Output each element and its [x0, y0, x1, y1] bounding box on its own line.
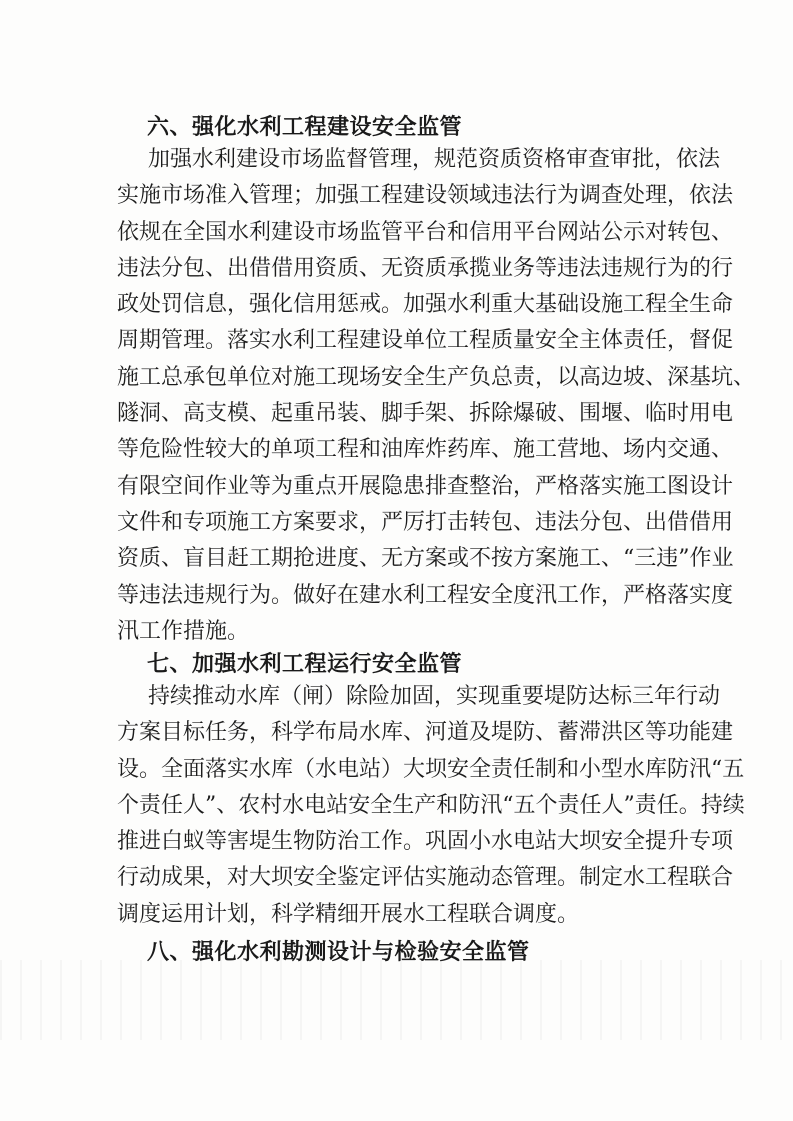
paragraph-line: 资质、盲目赶工期抢进度、无方案或不按方案施工、“三违”作业	[117, 546, 734, 572]
paragraph-line: 持续推动水库（闸）除险加固，实现重要堤防达标三年行动	[148, 684, 721, 709]
paragraph-line: 个责任人”、农村水电站安全生产和防汛“五个责任人”责任。持续	[117, 792, 745, 818]
paragraph-line: 行动成果，对大坝安全鉴定评估实施动态管理。制定水工程联合	[117, 865, 734, 891]
paragraph-line: 等危险性较大的单项工程和油库炸药库、施工营地、场内交通、	[117, 437, 734, 463]
section-body-6	[117, 142, 756, 650]
section-heading-6: 六、强化水利工程建设安全监管	[147, 115, 463, 140]
paragraph-line: 文件和专项施工方案要求，严厉打击转包、违法分包、出借借用	[117, 509, 734, 535]
paragraph-line: 加强水利建设市场监督管理，规范资质资格审查审批，依法	[148, 147, 721, 172]
section-heading-7: 七、加强水利工程运行安全监管	[147, 652, 463, 677]
paragraph-line: 周期管理。落实水利工程建设单位工程质量安全主体责任，督促	[117, 328, 734, 354]
paragraph-line: 方案目标任务，科学布局水库、河道及堤防、蓄滞洪区等功能建	[117, 720, 734, 746]
paragraph-line: 汛工作措施。	[117, 618, 250, 644]
paragraph-line: 设。全面落实水库（水电站）大坝安全责任制和小型水库防汛“五	[117, 756, 745, 782]
paragraph-line: 等违法违规行为。做好在建水利工程安全度汛工作，严格落实度	[117, 582, 734, 608]
section-heading-8: 八、强化水利勘测设计与检验安全监管	[147, 940, 530, 965]
paragraph-line: 隧洞、高支模、起重吊装、脚手架、拆除爆破、围堰、临时用电	[117, 401, 734, 427]
paragraph-line: 施工总承包单位对施工现场安全生产负总责，以高边坡、深基坑、	[117, 364, 756, 390]
paragraph-line: 违法分包、出借借用资质、无资质承揽业务等违法违规行为的行	[117, 255, 734, 281]
paragraph-line: 有限空间作业等为重点开展隐患排查整治，严格落实施工图设计	[117, 473, 734, 499]
paragraph-line: 调度运用计划，科学精细开展水工程联合调度。	[117, 901, 580, 927]
paragraph-line: 推进白蚁等害堤生物防治工作。巩固小水电站大坝安全提升专项	[117, 829, 734, 855]
paragraph-line: 政处罚信息，强化信用惩戒。加强水利重大基础设施工程全生命	[117, 292, 734, 318]
paragraph-line: 依规在全国水利建设市场监管平台和信用平台网站公示对转包、	[117, 219, 734, 245]
paragraph-line: 实施市场准入管理；加强工程建设领域违法行为调查处理，依法	[117, 183, 734, 209]
scan-artifact	[0, 960, 793, 1040]
section-body-7	[117, 679, 745, 933]
